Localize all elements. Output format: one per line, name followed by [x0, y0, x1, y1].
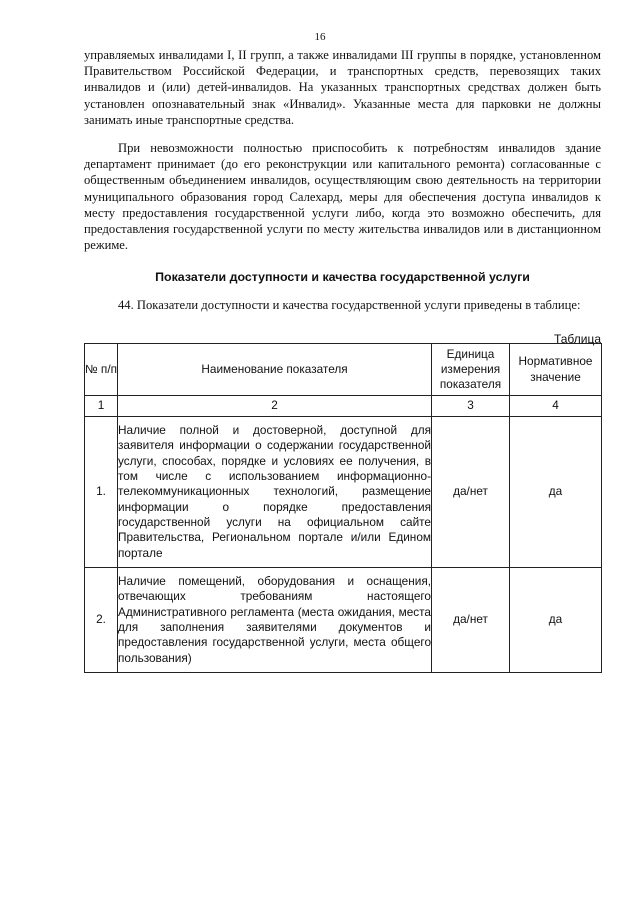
table-header-row [85, 344, 602, 396]
indicator-name: Наличие полной и достоверной, доступной для заявителя информации о содержании государственной услуги, способах, порядке и условиях ее получения, в том числе с использованием информационно-телекоммуникационных технологий, размещение информации о порядке предоставления государственной услуги на официальном сайте Правительства, Региональном портале и/или Едином портале [118, 417, 432, 568]
header-indicator-name: Наименование показателя [118, 344, 432, 396]
section-heading: Показатели доступности и качества государственной услуги [155, 270, 530, 284]
header-unit: Единица измерения показателя [432, 344, 510, 396]
paragraph-accessibility-measures: При невозможности полностью приспособить к потребностям инвалидов здание департамент принимает (до его реконструкции или капитального ремонта) согласованные с общественным объединением инвалидов, осуществляющим свою деятельность на территории муниципального образования город Салехард, меры для обеспечения доступа инвалидов к месту предоставления государственной услуги либо, когда это возможно обеспечить, для предоставления государственной услуги по месту жительства инвалидов или в дистанционном режиме. [84, 141, 601, 253]
row-number: 1. [85, 417, 118, 568]
indicator-unit: да/нет [432, 568, 510, 673]
indicator-norm: да [510, 417, 602, 568]
column-number: 1 [85, 396, 118, 417]
table-row [85, 417, 602, 568]
table-row [85, 568, 602, 673]
column-number: 3 [432, 396, 510, 417]
table-caption: Таблица [553, 332, 601, 346]
page-number: 16 [314, 31, 326, 43]
indicator-name: Наличие помещений, оборудования и оснащения, отвечающих требованиям настоящего Административного регламента (места ожидания, места для заполнения заявителями документов и предоставления государственной услуги, места общего пользования) [118, 568, 432, 673]
header-number: № п/п [85, 344, 118, 396]
paragraph-item-44: 44. Показатели доступности и качества государственной услуги приведены в таблице: [118, 298, 581, 312]
indicator-unit: да/нет [432, 417, 510, 568]
column-number: 2 [118, 396, 432, 417]
header-norm-value: Нормативное значение [510, 344, 602, 396]
indicators-table [84, 343, 602, 673]
column-number: 4 [510, 396, 602, 417]
paragraph-parking: управляемых инвалидами I, II групп, а также инвалидами III группы в порядке, установленном Правительством Российской Федерации, и транспортных средств, перевозящих таких инвалидов и (или) детей-инвалидов. На указанных транспортных средствах должен быть установлен опознавательный знак «Инвалид». Указанные места для парковки не должны занимать иные транспортные средства. [84, 48, 601, 127]
column-number-row [85, 396, 602, 417]
row-number: 2. [85, 568, 118, 673]
indicator-norm: да [510, 568, 602, 673]
